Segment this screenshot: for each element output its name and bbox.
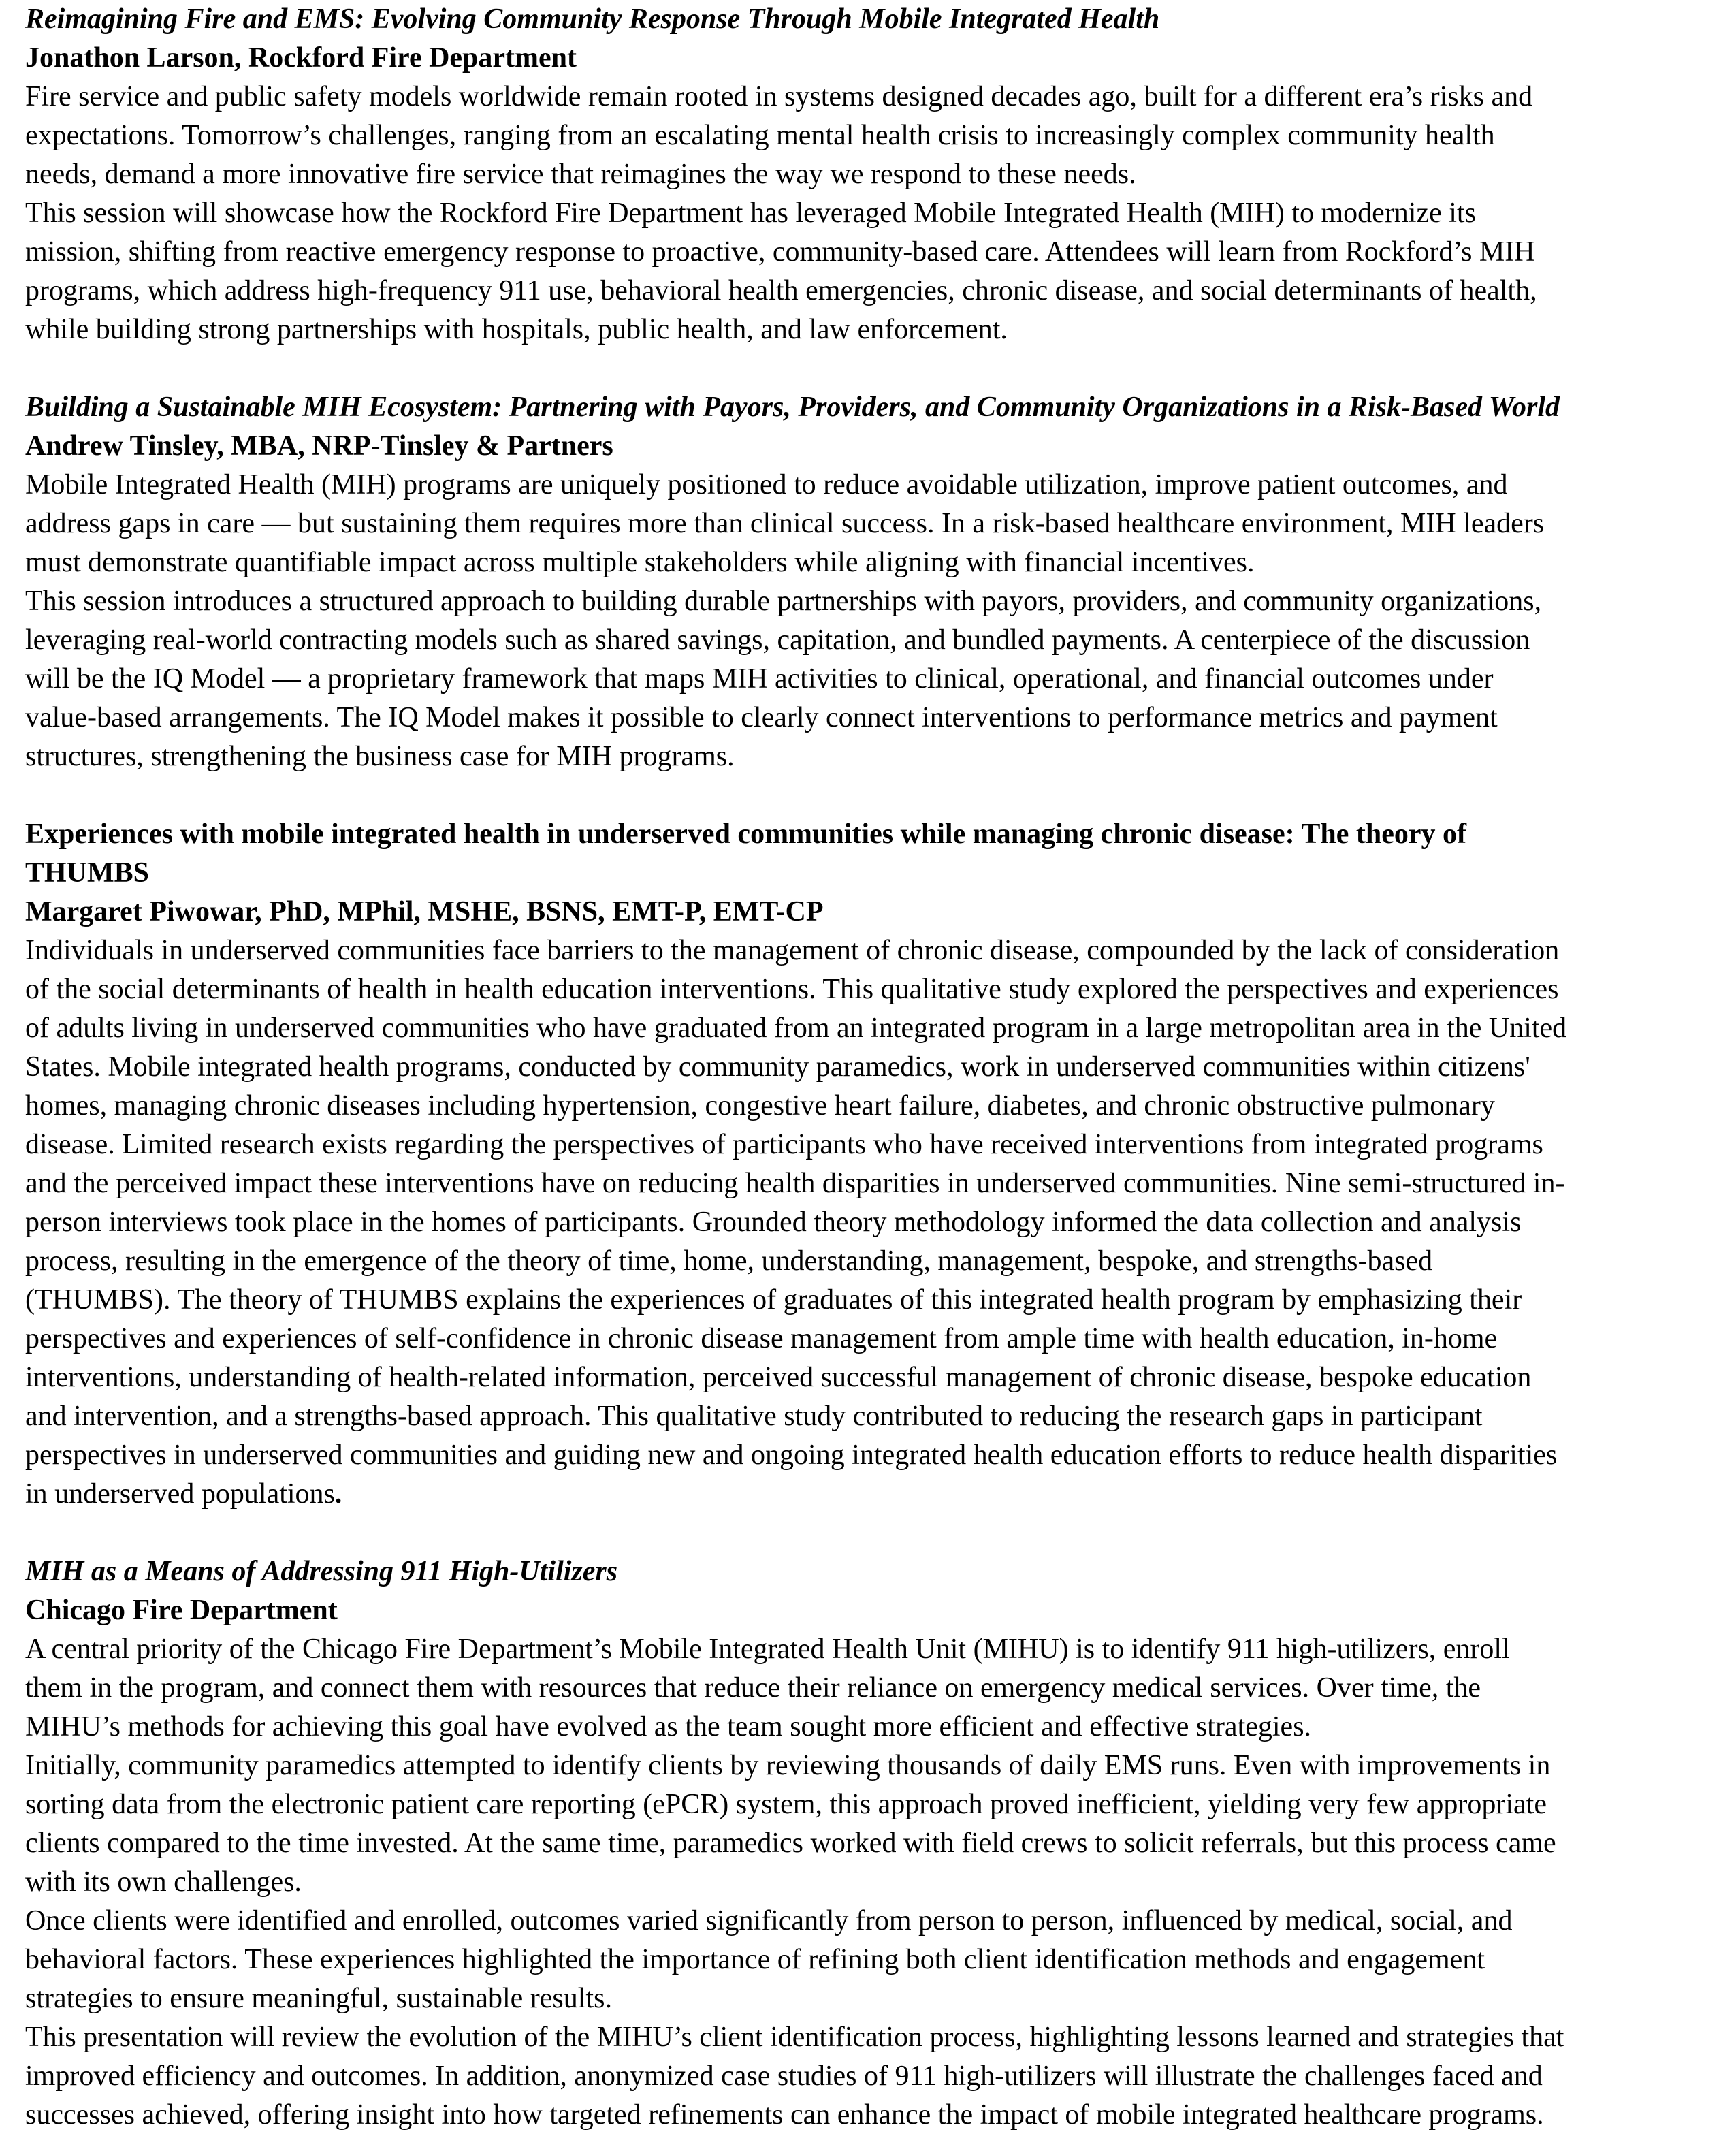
abstract-line: (THUMBS). The theory of THUMBS explains the experiences of graduates of this integrated health program by emphasizing their: [25, 1284, 1522, 1316]
abstract-line: while building strong partnerships with hospitals, public health, and law enforcement.: [25, 314, 1008, 345]
abstract-line: Initially, community paramedics attempted to identify clients by reviewing thousands of daily EMS runs. Even with improvements in: [25, 1750, 1551, 1781]
abstract-line: them in the program, and connect them with resources that reduce their reliance on emergency medical services. Over time, the: [25, 1672, 1481, 1704]
session-title: Building a Sustainable MIH Ecosystem: Partnering with Payors, Providers, and Community Organizations in a Risk-Based World: [25, 392, 1560, 423]
abstract-line: and intervention, and a strengths-based approach. This qualitative study contributed to reducing the research gaps in participant: [25, 1401, 1483, 1432]
session-title: MIH as a Means of Addressing 911 High-Utilizers: [25, 1556, 618, 1587]
session-abstract: [25, 466, 1727, 776]
abstract-line-last: [25, 1475, 1727, 1514]
abstract-line: programs, which address high-frequency 911 use, behavioral health emergencies, chronic disease, and social determinants of health,: [25, 275, 1537, 306]
abstract-line: States. Mobile integrated health programs, conducted by community paramedics, work in underserved communities within citizens': [25, 1051, 1530, 1083]
session-title: Reimagining Fire and EMS: Evolving Community Response Through Mobile Integrated Health: [25, 3, 1160, 35]
abstract-line: Once clients were identified and enrolled, outcomes varied significantly from person to person, influenced by medical, social, and: [25, 1905, 1513, 1936]
abstract-line: must demonstrate quantifiable impact across multiple stakeholders while aligning with financial incentives.: [25, 547, 1255, 578]
abstract-line: A central priority of the Chicago Fire Department’s Mobile Integrated Health Unit (MIHU) is to identify 911 high-utilizers, enroll: [25, 1633, 1510, 1665]
abstract-line: structures, strengthening the business case for MIH programs.: [25, 741, 735, 772]
abstract-line: clients compared to the time invested. At the same time, paramedics worked with field crews to solicit referrals, but this process came: [25, 1828, 1556, 1859]
abstract-line: needs, demand a more innovative fire service that reimagines the way we respond to these needs.: [25, 159, 1136, 190]
abstract-line: Fire service and public safety models worldwide remain rooted in systems designed decades ago, built for a different era’s risks and: [25, 81, 1533, 112]
abstract-line: Individuals in underserved communities face barriers to the management of chronic disease, compounded by the lack of consideration: [25, 935, 1560, 966]
session-presenter: Andrew Tinsley, MBA, NRP-Tinsley & Partners: [25, 430, 613, 462]
bold-period: .: [334, 1478, 342, 1510]
session-abstract: [25, 931, 1727, 1514]
abstract-line: expectations. Tomorrow’s challenges, ranging from an escalating mental health crisis to increasingly complex community health: [25, 120, 1495, 151]
session-abstract: [25, 1630, 1727, 2135]
abstract-line: interventions, understanding of health-related information, perceived successful management of chronic disease, bespoke education: [25, 1362, 1532, 1393]
session-title-continued: THUMBS: [25, 857, 150, 889]
session-presenter: Chicago Fire Department: [25, 1595, 338, 1626]
abstract-line: person interviews took place in the homes of participants. Grounded theory methodology informed the data collection and analysis: [25, 1207, 1522, 1238]
abstract-line: and the perceived impact these interventions have on reducing health disparities in underserved communities. Nine semi-structured in-: [25, 1168, 1565, 1199]
session-abstract: [25, 78, 1727, 349]
abstract-line: perspectives in underserved communities and guiding new and ongoing integrated health education efforts to reduce health disparities: [25, 1439, 1558, 1471]
abstract-line: leveraging real-world contracting models such as shared savings, capitation, and bundled payments. A centerpiece of the discussion: [25, 624, 1530, 656]
abstract-line: of adults living in underserved communities who have graduated from an integrated program in a large metropolitan area in the United: [25, 1013, 1567, 1044]
abstract-line: process, resulting in the emergence of the theory of time, home, understanding, management, bespoke, and strengths-based: [25, 1245, 1433, 1277]
session-title: Experiences with mobile integrated health in underserved communities while managing chronic disease: The theory of: [25, 818, 1467, 850]
abstract-line: mission, shifting from reactive emergency response to proactive, community-based care. Attendees will learn from Rockford’s MIH: [25, 236, 1535, 268]
abstract-line-text: in underserved populations: [25, 1478, 335, 1510]
document-page: [25, 0, 1727, 2135]
abstract-line: will be the IQ Model — a proprietary framework that maps MIH activities to clinical, operational, and financial outcomes under: [25, 663, 1494, 695]
abstract-line: with its own challenges.: [25, 1866, 302, 1898]
abstract-line: perspectives and experiences of self-confidence in chronic disease management from ample time with health education, in-home: [25, 1323, 1498, 1354]
abstract-line: improved efficiency and outcomes. In addition, anonymized case studies of 911 high-utilizers will illustrate the challenges faced and: [25, 2060, 1543, 2092]
abstract-line: strategies to ensure meaningful, sustainable results.: [25, 1983, 612, 2014]
abstract-line: This session introduces a structured approach to building durable partnerships with payors, providers, and community organizations,: [25, 586, 1542, 617]
session-section: [25, 388, 1727, 776]
abstract-line: homes, managing chronic diseases including hypertension, congestive heart failure, diabetes, and chronic obstructive pulmonary: [25, 1090, 1495, 1121]
session-section: [25, 1552, 1727, 2135]
abstract-line: of the social determinants of health in health education interventions. This qualitative study explored the perspectives and experiences: [25, 974, 1559, 1005]
abstract-line: behavioral factors. These experiences highlighted the importance of refining both client identification methods and engagement: [25, 1944, 1485, 1975]
abstract-line: address gaps in care — but sustaining them requires more than clinical success. In a risk-based healthcare environment, MIH leaders: [25, 508, 1545, 539]
abstract-line: sorting data from the electronic patient care reporting (ePCR) system, this approach proved inefficient, yielding very few appropriate: [25, 1789, 1547, 1820]
abstract-line: This presentation will review the evolution of the MIHU’s client identification process, highlighting lessons learned and strategies that: [25, 2022, 1564, 2053]
abstract-line: value-based arrangements. The IQ Model makes it possible to clearly connect interventions to performance metrics and payment: [25, 702, 1498, 733]
abstract-line: successes achieved, offering insight into how targeted refinements can enhance the impact of mobile integrated healthcare programs.: [25, 2099, 1544, 2131]
session-section: [25, 0, 1727, 349]
session-presenter: Margaret Piwowar, PhD, MPhil, MSHE, BSNS, EMT-P, EMT-CP: [25, 896, 824, 927]
abstract-line: Mobile Integrated Health (MIH) programs are uniquely positioned to reduce avoidable utilization, improve patient outcomes, and: [25, 469, 1508, 500]
session-presenter: Jonathon Larson, Rockford Fire Department: [25, 42, 577, 74]
abstract-line: This session will showcase how the Rockford Fire Department has leveraged Mobile Integrated Health (MIH) to modernize its: [25, 197, 1476, 229]
abstract-line: disease. Limited research exists regarding the perspectives of participants who have received interventions from integrated programs: [25, 1129, 1543, 1160]
session-section: [25, 815, 1727, 1514]
abstract-line: MIHU’s methods for achieving this goal have evolved as the team sought more efficient and effective strategies.: [25, 1711, 1312, 1742]
